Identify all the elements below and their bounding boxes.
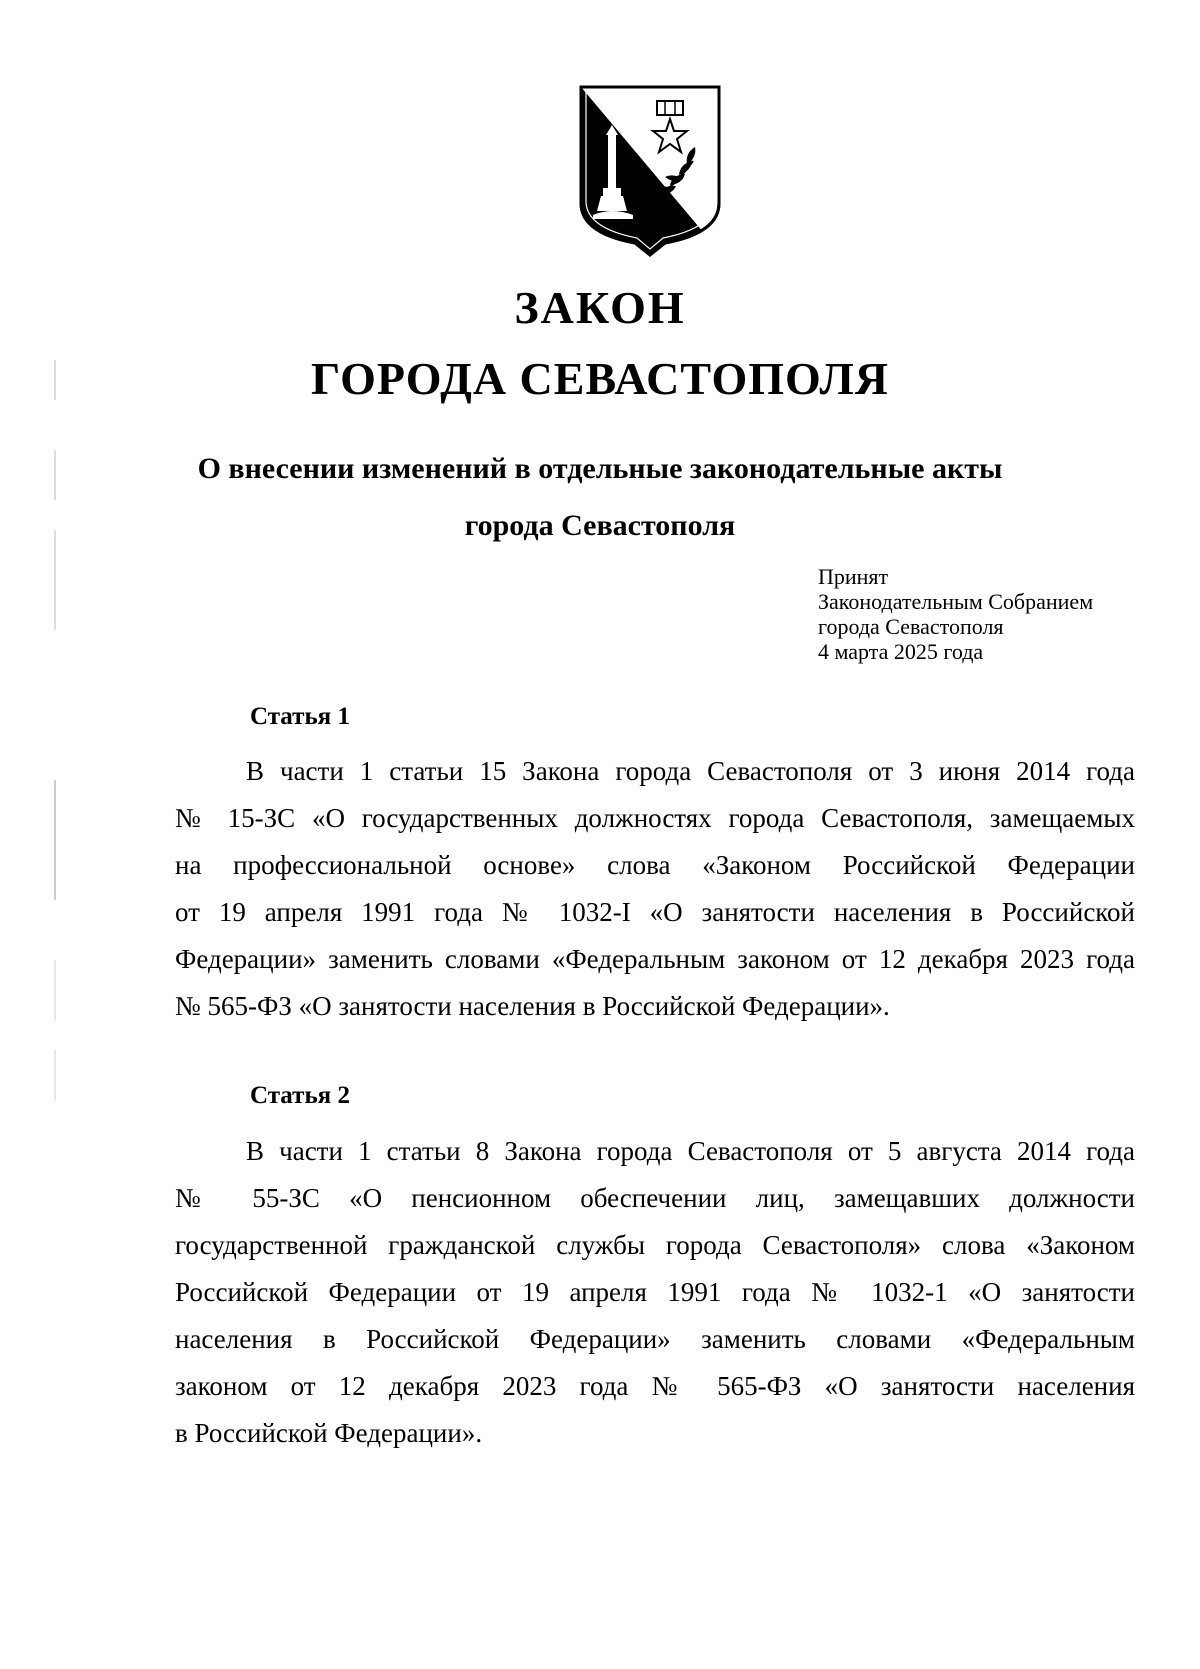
article-heading: Статья 2 — [250, 1082, 350, 1109]
text-line: государственной гражданской службы города Севастополя» слова «Законом — [175, 1230, 1135, 1260]
adoption-block — [818, 564, 1178, 664]
document-title: ЗАКОН — [514, 282, 686, 333]
text-line: на профессиональной основе» слова «Законом Российской Федерации — [175, 850, 1135, 880]
scan-margin-marks — [50, 300, 60, 1220]
text-line: № 15-ЗС «О государственных должностях города Севастополя, замещаемых — [175, 803, 1135, 833]
adoption-line: Законодательным Собранием — [818, 589, 1094, 614]
adoption-date: 4 марта 2025 года — [818, 639, 984, 664]
article-text — [175, 1128, 1135, 1457]
adoption-line: Принят — [818, 564, 889, 589]
text-line: № 565-ФЗ «О занятости населения в Российской Федерации». — [175, 991, 890, 1021]
text-line: законом от 12 декабря 2023 года № 565-ФЗ «О занятости населения — [175, 1371, 1135, 1401]
text-line: населения в Российской Федерации» заменить словами «Федеральным — [175, 1324, 1135, 1354]
document-subject — [150, 440, 1050, 554]
text-line: № 55-ЗС «О пенсионном обеспечении лиц, замещавших должности — [175, 1183, 1135, 1213]
text-line: от 19 апреля 1991 года № 1032-I «О занятости населения в Российской — [175, 897, 1135, 927]
text-line: Российской Федерации от 19 апреля 1991 года № 1032-1 «О занятости — [175, 1277, 1135, 1307]
text-line: В части 1 статьи 15 Закона города Севастополя от 3 июня 2014 года — [246, 756, 1135, 786]
adoption-line: города Севастополя — [818, 614, 1004, 639]
text-line: Федерации» заменить словами «Федеральным законом от 12 декабря 2023 года — [175, 944, 1135, 974]
text-line: в Российской Федерации». — [175, 1418, 483, 1448]
article-text — [175, 748, 1135, 1030]
article-heading: Статья 1 — [250, 703, 350, 730]
coat-of-arms-icon — [575, 83, 725, 258]
subject-line: О внесении изменений в отдельные законодательные акты — [197, 452, 1003, 485]
document-issuer: ГОРОДА СЕВАСТОПОЛЯ — [310, 353, 890, 404]
subject-line: города Севастополя — [464, 509, 736, 542]
text-line: В части 1 статьи 8 Закона города Севастополя от 5 августа 2014 года — [246, 1136, 1135, 1166]
